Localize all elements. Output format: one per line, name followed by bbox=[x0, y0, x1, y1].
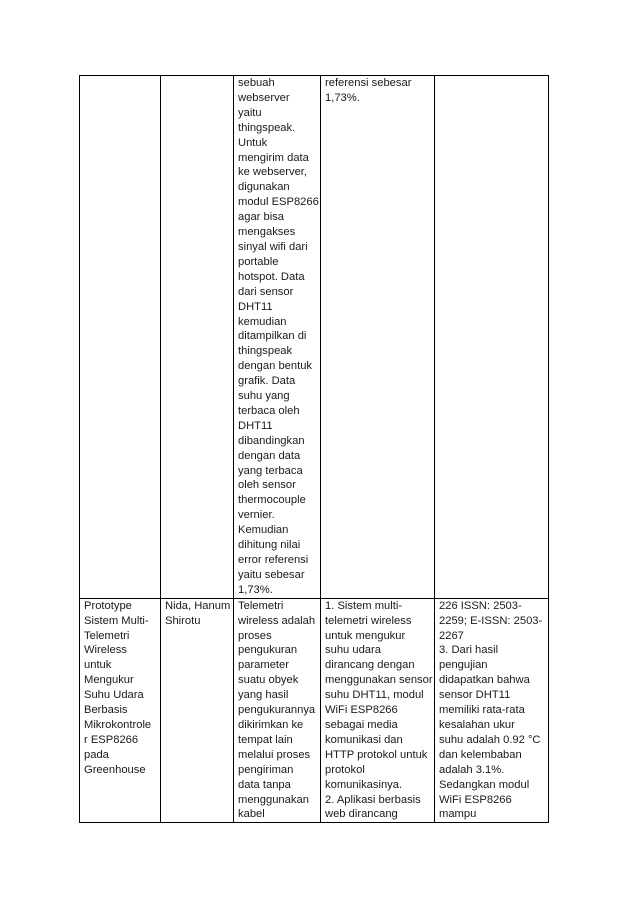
cell-text-line: pengujian bbox=[439, 659, 488, 672]
cell-text-line: Suhu Udara bbox=[84, 689, 144, 702]
cell-text-line: tempat lain bbox=[238, 733, 293, 746]
cell-text-line: didapatkan bahwa bbox=[439, 674, 530, 687]
cell-text-line: error referensi bbox=[238, 554, 309, 566]
cell-text-line: Mikrokontrole bbox=[84, 718, 152, 731]
cell-text-line: memiliki rata-rata bbox=[439, 704, 525, 717]
cell-text-line: Prototype bbox=[84, 599, 132, 612]
cell-text-line: pada bbox=[84, 748, 109, 761]
cell-text-line: melalui proses bbox=[238, 748, 311, 761]
cell-text-line: menggunakan sensor bbox=[325, 674, 433, 687]
cell-text-line: Berbasis bbox=[84, 704, 128, 717]
cell-text-line: telemetri wireless bbox=[325, 614, 412, 627]
cell-authors bbox=[161, 598, 234, 823]
cell-text-line: suatu obyek bbox=[238, 674, 299, 687]
cell-text-line: modul ESP8266 bbox=[238, 196, 319, 209]
cell-method bbox=[234, 598, 321, 823]
cell-text-line: dan kelembaban bbox=[439, 748, 522, 761]
cell-text-line: protokol bbox=[325, 763, 365, 776]
cell-text-line: Untuk bbox=[238, 136, 268, 149]
cell-text-line: pengiriman bbox=[238, 763, 294, 776]
cell-text-line: dengan bentuk bbox=[238, 360, 313, 373]
cell-text-line: agar bisa bbox=[238, 211, 285, 224]
literature-table bbox=[79, 75, 549, 823]
cell-text-line: web dirancang bbox=[325, 808, 398, 821]
cell-text-line: suhu adalah 0.92 °C bbox=[439, 733, 541, 746]
cell-text-line: yang terbaca bbox=[238, 464, 303, 477]
cell-text-line: menggunakan bbox=[238, 793, 309, 806]
cell-text-line: Telemetri bbox=[238, 599, 284, 612]
cell-text-line: dikirimkan ke bbox=[238, 718, 304, 731]
table-row-entry bbox=[80, 598, 549, 823]
cell-text-line: hotspot. Data bbox=[238, 270, 305, 283]
cell-text-line: thermocouple bbox=[238, 494, 306, 507]
cell-method bbox=[234, 76, 321, 599]
cell-text-line: kabel bbox=[238, 808, 265, 821]
cell-text-line: referensi sebesar bbox=[325, 77, 412, 89]
cell-text-line: yaitu bbox=[238, 106, 262, 119]
cell-text-line: Shirotu bbox=[165, 614, 201, 627]
cell-text-line: ke webserver, bbox=[238, 166, 308, 179]
cell-text-line: thingspeak. bbox=[238, 121, 296, 134]
cell-text-line: komunikasi dan bbox=[325, 733, 403, 746]
cell-text-line: sebagai media bbox=[325, 718, 398, 731]
cell-text-line: Sedangkan modul bbox=[439, 778, 530, 791]
cell-text-line: mengakses bbox=[238, 226, 296, 239]
cell-text-line: suhu DHT11, modul bbox=[325, 689, 424, 702]
cell-text-line: wireless adalah bbox=[238, 614, 316, 627]
cell-text-line: suhu yang bbox=[238, 390, 290, 403]
cell-text-line: untuk mengukur bbox=[325, 629, 406, 642]
cell-title bbox=[80, 76, 161, 599]
cell-text-line: Telemetri bbox=[84, 629, 130, 642]
cell-text-line: webserver bbox=[238, 91, 290, 104]
cell-text-line: sebuah bbox=[238, 77, 275, 89]
cell-text-line: dari sensor bbox=[238, 285, 294, 298]
cell-result bbox=[321, 598, 435, 823]
cell-text-line: yaitu sebesar bbox=[238, 568, 305, 581]
cell-authors bbox=[161, 76, 234, 599]
table-row-continuation bbox=[80, 76, 549, 599]
cell-text-line: suhu udara bbox=[325, 644, 381, 657]
cell-text-line: sinyal wifi dari bbox=[238, 240, 308, 253]
cell-text-line: dirancang dengan bbox=[325, 659, 415, 672]
cell-text-line: 1,73%. bbox=[325, 91, 360, 104]
cell-text-line: Wireless bbox=[84, 644, 127, 657]
cell-text-line: proses bbox=[238, 629, 272, 642]
cell-text-line: grafik. Data bbox=[238, 375, 296, 388]
cell-text-line: digunakan bbox=[238, 181, 290, 194]
cell-text-line: dihitung nilai bbox=[238, 539, 301, 552]
cell-result bbox=[321, 76, 435, 599]
cell-text-line: 2267 bbox=[439, 629, 464, 642]
cell-text-line: r ESP8266 bbox=[84, 733, 139, 746]
cell-text-line: yang hasil bbox=[238, 689, 289, 702]
cell-text-line: dibandingkan bbox=[238, 434, 305, 447]
cell-text-line: oleh sensor bbox=[238, 479, 296, 492]
cell-text-line: terbaca oleh bbox=[238, 404, 300, 417]
cell-text-line: data tanpa bbox=[238, 778, 291, 791]
cell-text-line: dengan data bbox=[238, 449, 301, 462]
cell-text-line: DHT11 bbox=[238, 300, 273, 313]
cell-text-line: parameter bbox=[238, 659, 289, 672]
cell-text-line: thingspeak bbox=[238, 345, 293, 358]
cell-text-line: mengirim data bbox=[238, 151, 309, 164]
cell-text-line: pengukurannya bbox=[238, 704, 316, 717]
cell-text-line: 1,73%. bbox=[238, 583, 273, 596]
cell-text-line: portable bbox=[238, 255, 279, 268]
cell-text-line: 3. Dari hasil bbox=[439, 644, 499, 657]
cell-text-line: mampu bbox=[439, 808, 477, 821]
cell-text-line: WiFi ESP8266 bbox=[439, 793, 512, 806]
cell-text-line: Greenhouse bbox=[84, 763, 146, 776]
cell-text-line: untuk bbox=[84, 659, 112, 672]
cell-text-line: Kemudian bbox=[238, 524, 289, 537]
cell-text-line: komunikasinya. bbox=[325, 778, 403, 791]
cell-text-line: 1. Sistem multi- bbox=[325, 599, 403, 612]
cell-text-line: HTTP protokol untuk bbox=[325, 748, 428, 761]
cell-text-line: 2259; E-ISSN: 2503- bbox=[439, 614, 543, 627]
cell-title bbox=[80, 598, 161, 823]
cell-text-line: vernier. bbox=[238, 509, 275, 522]
cell-text-line: sensor DHT11 bbox=[439, 689, 511, 702]
cell-text-line: Mengukur bbox=[84, 674, 134, 687]
cell-text-line: 226 ISSN: 2503- bbox=[439, 599, 522, 612]
cell-text-line: kemudian bbox=[238, 315, 287, 328]
cell-notes bbox=[435, 76, 549, 599]
cell-text-line: ditampilkan di bbox=[238, 330, 307, 343]
cell-text-line: adalah 3.1%. bbox=[439, 763, 505, 776]
cell-text-line: 2. Aplikasi berbasis bbox=[325, 793, 421, 806]
cell-notes bbox=[435, 598, 549, 823]
cell-text-line: Nida, Hanum bbox=[165, 599, 231, 612]
cell-text-line: WiFi ESP8266 bbox=[325, 704, 398, 717]
cell-text-line: kesalahan ukur bbox=[439, 718, 515, 731]
cell-text-line: DHT11 bbox=[238, 419, 273, 432]
cell-text-line: pengukuran bbox=[238, 644, 298, 657]
cell-text-line: Sistem Multi- bbox=[84, 614, 149, 627]
